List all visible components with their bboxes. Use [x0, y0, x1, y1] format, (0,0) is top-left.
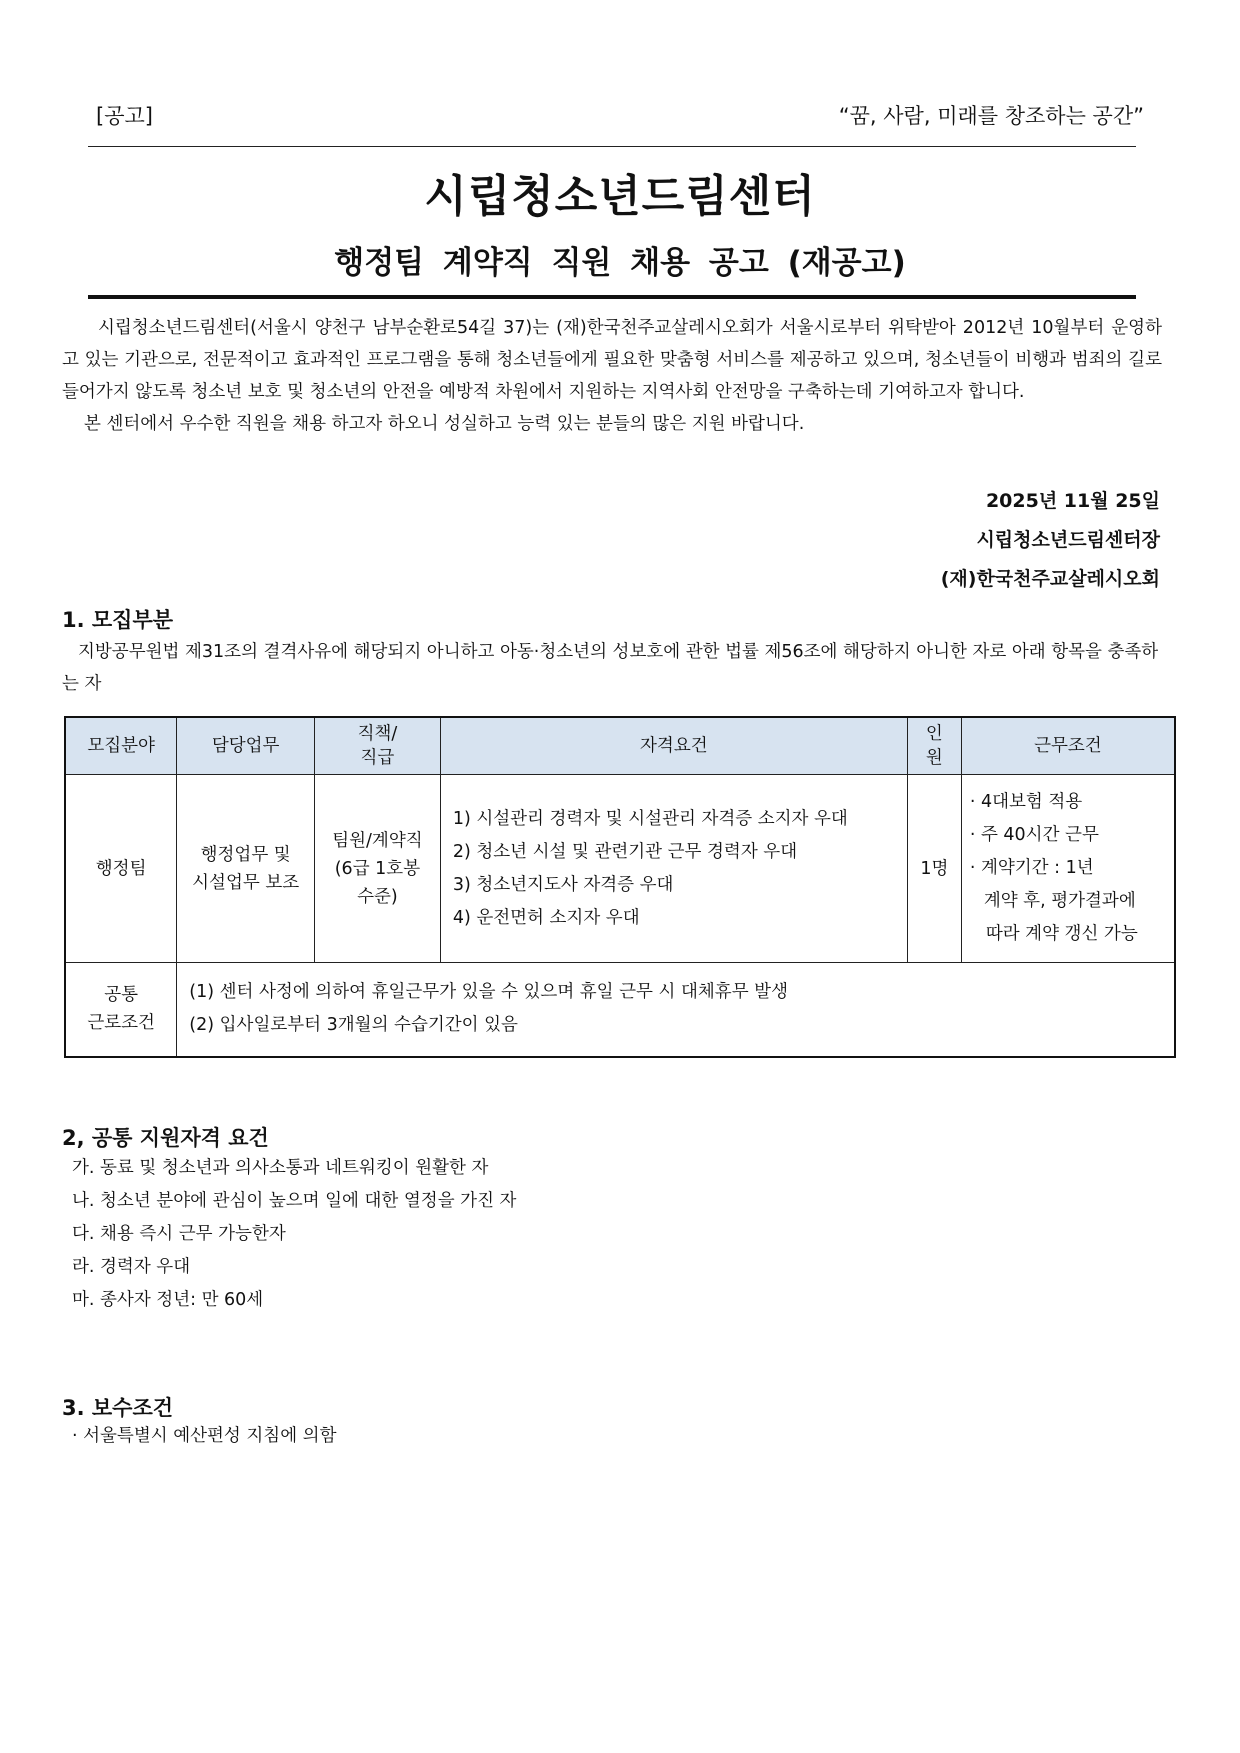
list-item: 나. 청소년 분야에 관심이 높으며 일에 대한 열정을 가진 자 — [72, 1191, 517, 1211]
header-divider — [88, 146, 1136, 147]
qualification-item: 2) 청소년 시설 및 관련기관 근무 경력자 우대 — [452, 841, 798, 862]
condition-item: · 4대보험 적용 — [969, 792, 1083, 812]
signatory-org: (재)한국천주교살레시오회 — [940, 568, 1160, 590]
slogan: “꿈, 사람, 미래를 창조하는 공간” — [838, 104, 1144, 128]
condition-item: · 주 40시간 근무 — [969, 825, 1099, 845]
section-3-heading: 3. 보수조건 — [62, 1396, 174, 1420]
section-2-list — [72, 1152, 1152, 1317]
condition-item: · 계약기간 : 1년 — [969, 858, 1094, 878]
common-label-line1: 공통 — [104, 985, 139, 1006]
cell-headcount: 1명 — [907, 775, 961, 963]
cell-qualifications — [440, 775, 907, 963]
qualification-item: 1) 시설관리 경력자 및 시설관리 자격증 소지자 우대 — [452, 808, 848, 829]
eligibility-condition: 지방공무원법 제31조의 결격사유에 해당되지 아니하고 아동·청소년의 성보호에 관한 법률 제56조에 해당하지 아니한 자로 아래 항목을 충족하는 자 — [62, 642, 1159, 694]
cell-position-line3: 수준) — [357, 886, 398, 907]
header-qualification: 자격요건 — [440, 717, 907, 775]
notice-title: 행정팀 계약직 직원 채용 공고 (재공고) — [334, 245, 906, 281]
qualification-item: 4) 운전면허 소지자 우대 — [452, 907, 640, 928]
section-1-condition — [62, 636, 1162, 700]
title-divider — [88, 295, 1136, 299]
cell-field: 행정팀 — [65, 775, 177, 963]
notice-tag: [공고] — [96, 104, 153, 128]
header-headcount — [907, 717, 961, 775]
cell-position-line1: 팀원/계약직 — [332, 830, 423, 851]
header-position-line2: 직급 — [360, 748, 395, 768]
header-headcount-line2: 원 — [925, 748, 943, 768]
cell-common-label — [65, 963, 177, 1057]
list-item: 라. 경력자 우대 — [72, 1257, 191, 1277]
intro-paragraph-2: 본 센터에서 우수한 직원을 채용 하고자 하오니 성실하고 능력 있는 분들의 많은 지원 바랍니다. — [84, 414, 805, 434]
list-item: · 서울특별시 예산편성 지침에 의함 — [72, 1426, 337, 1446]
common-item: (2) 입사일로부터 3개월의 수습기간이 있음 — [189, 1015, 518, 1036]
condition-item: 계약 후, 평가결과에 — [983, 891, 1136, 911]
cell-common-items — [177, 963, 1175, 1057]
condition-item: 따라 계약 갱신 가능 — [985, 924, 1138, 944]
table-row — [65, 775, 1175, 963]
list-item: 마. 종사자 정년: 만 60세 — [72, 1290, 264, 1310]
organization-title: 시립청소년드림센터 — [424, 171, 816, 222]
cell-conditions — [961, 775, 1175, 963]
section-2-heading: 2, 공통 지원자격 요건 — [62, 1126, 269, 1150]
header-conditions: 근무조건 — [961, 717, 1175, 775]
cell-duty-line2: 시설업무 보조 — [192, 872, 300, 893]
intro-text — [62, 312, 1162, 440]
list-item: 다. 채용 즉시 근무 가능한자 — [72, 1224, 286, 1244]
table-common-row — [65, 963, 1175, 1057]
recruitment-table — [64, 716, 1176, 1058]
section-1-heading: 1. 모집부분 — [62, 608, 174, 632]
header-headcount-line1: 인 — [925, 724, 943, 744]
list-item: 가. 동료 및 청소년과 의사소통과 네트워킹이 원활한 자 — [72, 1158, 489, 1178]
cell-duty-line1: 행정업무 및 — [200, 844, 291, 865]
common-item: (1) 센터 사정에 의하여 휴일근무가 있을 수 있으며 휴일 근무 시 대체휴무 발생 — [189, 982, 788, 1003]
table-header-row — [65, 717, 1175, 775]
cell-position-line2: (6급 1호봉 — [334, 858, 421, 879]
signatory-head: 시립청소년드림센터장 — [976, 529, 1160, 551]
cell-duty — [177, 775, 315, 963]
header-duty: 담당업무 — [177, 717, 315, 775]
qualification-item: 3) 청소년지도사 자격증 우대 — [452, 874, 674, 895]
notice-date: 2025년 11월 25일 — [985, 490, 1160, 512]
cell-position — [315, 775, 441, 963]
header-field: 모집분야 — [65, 717, 177, 775]
header-position — [315, 717, 441, 775]
section-3-list — [72, 1420, 1152, 1453]
common-label-line2: 근로조건 — [87, 1013, 155, 1034]
header-position-line1: 직책/ — [357, 724, 398, 744]
intro-paragraph-1: 시립청소년드림센터(서울시 양천구 남부순환로54길 37)는 (재)한국천주교살레시오회가 서울시로부터 위탁받아 2012년 10월부터 운영하고 있는 기관으로, 전문적이고 효과적인 프로그램을 통해 청소년들에게 필요한 맞춤형 서비스를 제공하고 있으며, 청소년들이 비행과 범죄의 길로 들어가지 않도록 청소년 보호 및 청소년의 안전을 예방적 차원에서 지원하는 지역사회 안전망을 구축하는데 기여하고자 합니다. — [62, 318, 1162, 402]
